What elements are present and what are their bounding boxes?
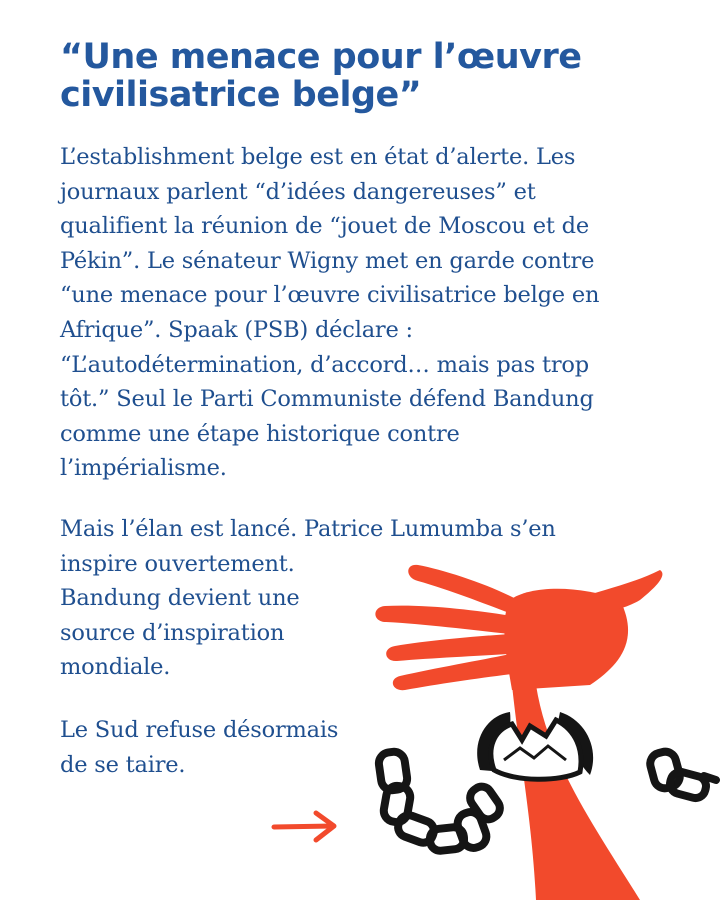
text-line: L’establishment belge est en état d’alerte. Les: [60, 144, 576, 170]
text-line: inspire ouvertement.: [60, 550, 295, 577]
text-line: de se taire.: [60, 751, 186, 778]
text-line: “L’autodétermination, d’accord… mais pas trop: [60, 351, 589, 378]
text-line: tôt.” Seul le Parti Communiste défend Bandung: [60, 386, 594, 413]
text-line: Le Sud refuse désormais: [60, 717, 339, 743]
text-line: Bandung devient une: [60, 585, 300, 612]
text-line: source d’inspiration: [60, 619, 285, 646]
text-line: comme une étape historique contre: [60, 420, 460, 447]
title-line: civilisatrice belge”: [60, 75, 422, 115]
text-line: journaux parlent “d’idées dangereuses” et: [60, 178, 536, 205]
text-line: Mais l’élan est lancé. Patrice Lumumba s’en: [60, 516, 556, 542]
title-line: “Une menace pour l’œuvre: [60, 37, 582, 77]
text-line: qualifient la réunion de “jouet de Moscou et de: [60, 213, 589, 240]
text-line: Pékin”. Le sénateur Wigny met en garde contre: [60, 247, 595, 274]
text-line: mondiale.: [60, 654, 171, 681]
text-line: “une menace pour l’œuvre civilisatrice belge en: [60, 282, 600, 309]
text-line: l’impérialisme.: [60, 455, 227, 482]
text-line: Afrique”. Spaak (PSB) déclare :: [60, 316, 413, 343]
